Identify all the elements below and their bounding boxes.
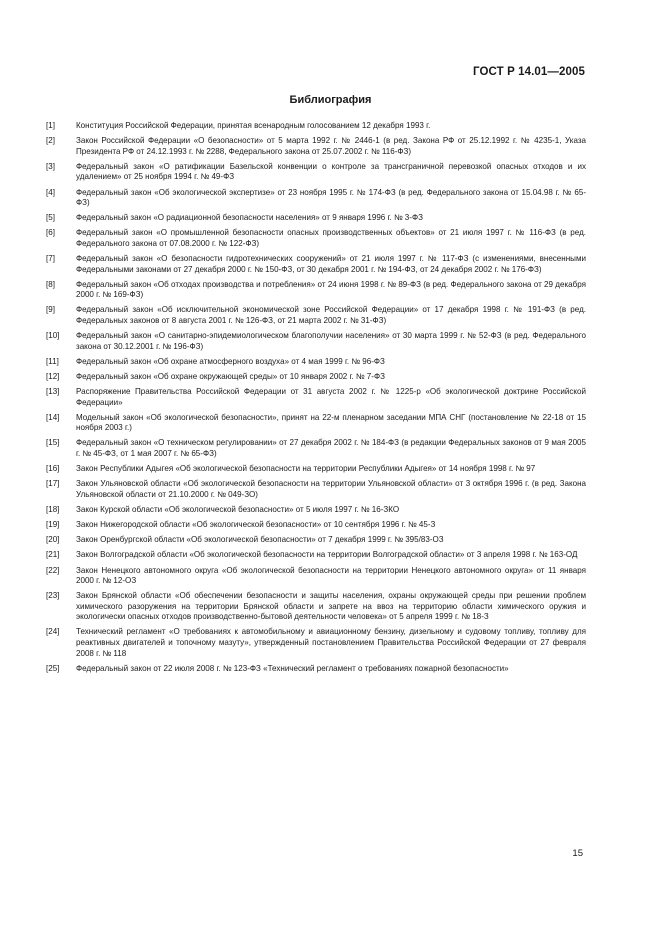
bibliography-entry [46, 372, 586, 383]
entry-text: Закон Республики Адыгея «Об экологической безопасности на территории Республики Адыгея» от 14 ноября 1998 г. № 97 [76, 464, 536, 474]
entry-text: Федеральный закон «О радиационной безопасности населения» от 9 января 1996 г. № 3-ФЗ [76, 213, 423, 223]
bibliography-entry [46, 566, 586, 587]
entry-number: [20] [46, 535, 60, 545]
bibliography-entry [46, 331, 586, 352]
bibliography-entry [46, 305, 586, 326]
entry-number: [15] [46, 438, 60, 448]
entry-number: [1] [46, 121, 55, 130]
entry-text: Закон Ульяновской области «Об экологической безопасности на территории Ульяновской области» от 3 октября 1996 г. (в ред. Закона Ульяновской области от 21.10.2000 г. № 049-ЗО) [76, 479, 586, 499]
entry-number: [12] [46, 371, 60, 381]
entry-text: Федеральный закон «О промышленной безопасности опасных производственных объектов» от 21 июля 1997 г. № 116-ФЗ (в ред. Федерального закона от 07.08.2000 г. № 122-ФЗ) [76, 228, 586, 248]
entry-number: [22] [46, 565, 60, 575]
bibliography-entry [46, 550, 586, 561]
bibliography-entry [46, 162, 586, 183]
entry-text: Федеральный закон «О безопасности гидротехнических сооружений» от 21 июля 1997 г. № 117-ФЗ (с изменениями, внесенными Федеральными законами от 27 декабря 2000 г. № 150-ФЗ, от 30 декабря 2001 г. № 194-ФЗ, от 24 декабря 2002 г. № 176-ФЗ) [76, 254, 586, 274]
bibliography-entry [46, 213, 586, 224]
entry-text: Технический регламент «О требованиях к автомобильному и авиационному бензину, дизельному и судовому топливу, топливу для реактивных двигателей и топочному мазуту», утвержденный постановлением Правительства Российской Федерации от 27 февраля 2008 г. № 118 [76, 627, 586, 658]
bibliography-entry [46, 413, 586, 434]
entry-number: [11] [46, 356, 59, 366]
entry-number: [8] [46, 279, 55, 289]
bibliography-entry [46, 520, 586, 531]
entry-text: Закон Ненецкого автономного округа «Об экологической безопасности на территории Ненецкого автономного округа» от 11 января 2000 г. № 12-ОЗ [76, 565, 586, 586]
entry-text: Федеральный закон «О техническом регулировании» от 27 декабря 2002 г. № 184-ФЗ (в редакции Федеральных законов от 9 мая 2005 г. № 45-ФЗ, от 1 мая 2007 г. № 65-ФЗ) [76, 438, 586, 458]
entry-text: Федеральный закон «Об экологической экспертизе» от 23 ноября 1995 г. № 174-ФЗ (в ред. Федерального закона от 15.04.98 г. № 65-ФЗ) [76, 187, 586, 208]
bibliography-entry [46, 627, 586, 659]
entry-number: [10] [46, 331, 60, 341]
entry-text: Закон Оренбургской области «Об экологической безопасности» от 7 декабря 1999 г. № 395/83-ОЗ [76, 535, 444, 545]
entry-number: [7] [46, 254, 55, 264]
entry-number: [24] [46, 627, 60, 637]
section-title: Библиография [289, 94, 372, 106]
bibliography-entry [46, 479, 586, 500]
bibliography-entry [46, 535, 586, 546]
entry-number: [21] [46, 550, 60, 560]
bibliography-entry [46, 464, 586, 475]
bibliography-entry [46, 136, 586, 157]
entry-number: [17] [46, 479, 60, 489]
bibliography-entry [46, 387, 586, 408]
entry-text: Федеральный закон «Об исключительной экономической зоне Российской Федерации» от 17 декабря 1998 г. № 191-ФЗ (в ред. Федеральных законов от 8 августа 2001 г. № 126-ФЗ, от 21 марта 2002 г. № 31-ФЗ) [76, 305, 586, 325]
entry-text: Закон Брянской области «Об обеспечении безопасности и защиты населения, охраны окружающей среды при решении проблем химического разоружения на территории Брянской области и запрете на ввоз на территорию области химического оружия и экологически опасных отходов производственно-бытовой деятельности человека» от 5 апреля 1999 г. № 18-З [76, 591, 586, 622]
entry-number: [23] [46, 591, 60, 601]
bibliography-entry [46, 357, 586, 368]
entry-text: Федеральный закон «О санитарно-эпидемиологическом благополучии населения» от 30 марта 1999 г. № 52-ФЗ (в ред. Федерального закона от 30.12.2001 г. № 196-ФЗ) [76, 331, 586, 351]
bibliography-list [46, 121, 586, 679]
entry-number: [3] [46, 161, 55, 171]
entry-text: Закон Курской области «Об экологической безопасности» от 5 июля 1997 г. № 16-ЗКО [76, 504, 400, 514]
entry-text: Федеральный закон «О ратификации Базельской конвенции о контроле за трансграничной перевозкой опасных отходов и их удалением» от 25 ноября 1994 г. № 49-ФЗ [76, 161, 586, 182]
entry-text: Закон Нижегородской области «Об экологической безопасности» от 10 сентября 1996 г. № 45-З [76, 520, 436, 530]
entry-number: [6] [46, 228, 55, 238]
entry-text: Федеральный закон от 22 июля 2008 г. № 123-ФЗ «Технический регламент о требованиях пожарной безопасности» [76, 663, 509, 673]
entry-number: [16] [46, 464, 60, 474]
bibliography-entry [46, 664, 586, 675]
bibliography-entry [46, 121, 586, 132]
entry-number: [13] [46, 387, 60, 397]
entry-text: Конституция Российской Федерации, принятая всенародным голосованием 12 декабря 1993 г. [76, 121, 431, 130]
document-code-header: ГОСТ Р 14.01—2005 [473, 66, 585, 78]
entry-number: [2] [46, 136, 55, 146]
entry-text: Модельный закон «Об экологической безопасности», принят на 22-м пленарном заседании МПА СНГ (постановление № 22-18 от 15 ноября 2003 г.) [76, 412, 586, 433]
bibliography-entry [46, 228, 586, 249]
entry-number: [5] [46, 213, 55, 223]
entry-number: [9] [46, 305, 55, 315]
bibliography-entry [46, 505, 586, 516]
bibliography-entry [46, 280, 586, 301]
entry-text: Федеральный закон «Об охране атмосферного воздуха» от 4 мая 1999 г. № 96-ФЗ [76, 356, 385, 366]
entry-text: Закон Волгоградской области «Об экологической безопасности на территории Волгоградской области» от 3 апреля 1998 г. № 163-ОД [76, 550, 578, 560]
page-number: 15 [572, 848, 583, 859]
entry-number: [19] [46, 520, 60, 530]
entry-text: Федеральный закон «Об охране окружающей среды» от 10 января 2002 г. № 7-ФЗ [76, 371, 385, 381]
entry-number: [4] [46, 187, 55, 197]
bibliography-entry [46, 438, 586, 459]
entry-text: Федеральный закон «Об отходах производства и потребления» от 24 июня 1998 г. № 89-ФЗ (в ред. Федерального закона от 29 декабря 2000 г. № 169-ФЗ) [76, 279, 586, 300]
entry-text: Распоряжение Правительства Российской Федерации от 31 августа 2002 г. № 1225-р «Об экологической доктрине Российской Федерации» [76, 387, 586, 407]
bibliography-entry [46, 254, 586, 275]
entry-number: [25] [46, 663, 60, 673]
entry-text: Закон Российской Федерации «О безопасности» от 5 марта 1992 г. № 2446-1 (в ред. Закона РФ от 25.12.1992 г. № 4235-1, Указа Президента РФ от 24.12.1993 г. № 2288, Федерального закона от 25.07.2002 г. № 116-ФЗ) [76, 136, 586, 156]
bibliography-entry [46, 591, 586, 623]
entry-number: [18] [46, 504, 60, 514]
entry-number: [14] [46, 412, 60, 422]
bibliography-entry [46, 188, 586, 209]
